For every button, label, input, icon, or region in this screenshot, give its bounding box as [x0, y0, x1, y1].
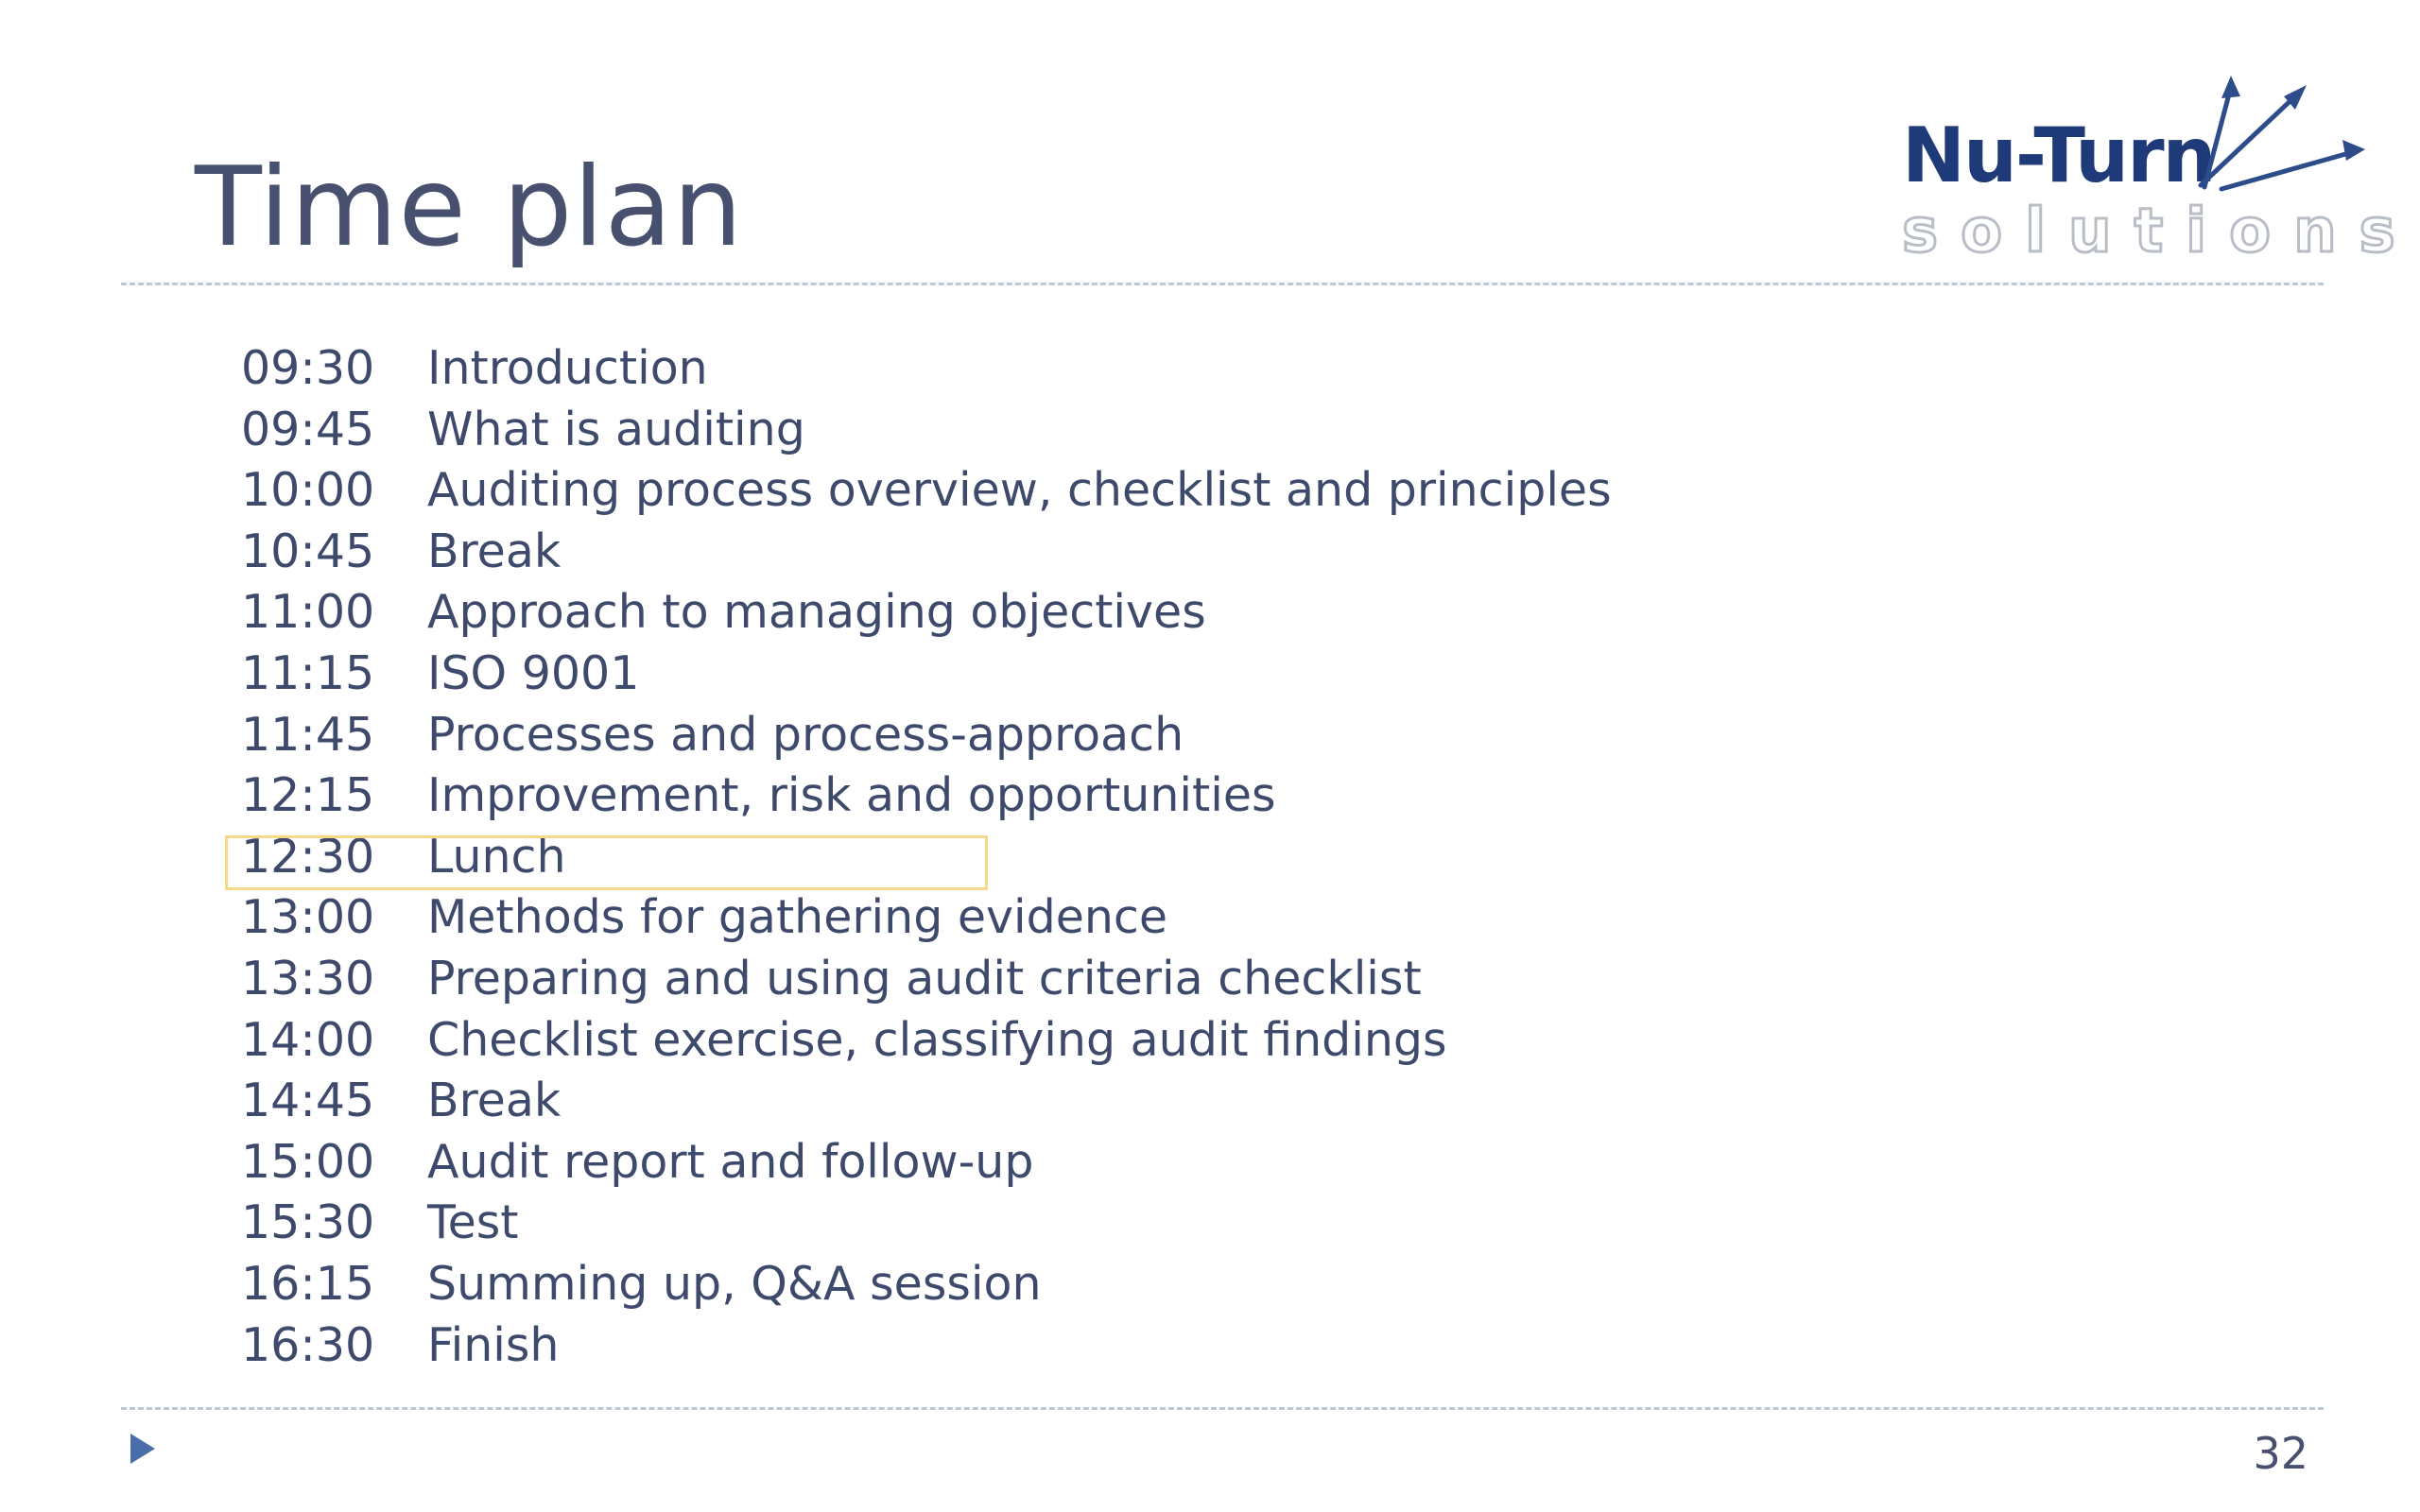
schedule-row: [0, 644, 2420, 705]
schedule-activity: Summing up, Q&A session: [427, 1256, 1042, 1311]
schedule-time: 12:30: [241, 829, 375, 884]
schedule-activity: Introduction: [427, 341, 708, 395]
schedule-activity: Approach to managing objectives: [427, 585, 1206, 640]
schedule-activity: Audit report and follow-up: [427, 1134, 1034, 1189]
schedule-row: [0, 400, 2420, 461]
schedule-time: 14:45: [241, 1074, 375, 1128]
schedule-activity: ISO 9001: [427, 645, 640, 700]
schedule-time: 12:15: [241, 768, 375, 823]
schedule-time: 09:30: [241, 341, 375, 395]
schedule-row: [0, 1010, 2420, 1072]
logo-main-text: Nu-Turn: [1902, 112, 2215, 199]
nu-turn-logo: [1891, 74, 2418, 266]
slide-title: Time plan: [195, 144, 744, 271]
schedule-activity: Processes and process-approach: [427, 707, 1184, 762]
schedule-activity: Improvement, risk and opportunities: [427, 768, 1276, 823]
schedule-activity: Break: [427, 1074, 562, 1128]
schedule-activity: Break: [427, 524, 562, 578]
schedule-row: [0, 949, 2420, 1010]
play-arrow-icon[interactable]: [129, 1432, 157, 1466]
lunch-highlight-box: [225, 835, 988, 890]
page-number: 32: [2253, 1428, 2308, 1479]
schedule-row: [0, 582, 2420, 644]
schedule-activity: What is auditing: [427, 402, 805, 456]
schedule-time: 10:00: [241, 463, 375, 518]
schedule-activity: Auditing process overview, checklist and principles: [427, 463, 1612, 518]
schedule-time: 11:15: [241, 645, 375, 700]
schedule-activity: Test: [427, 1195, 519, 1250]
schedule-activity: Checklist exercise, classifying audit findings: [427, 1012, 1447, 1067]
schedule-row: [0, 1193, 2420, 1254]
schedule-time: 14:00: [241, 1012, 375, 1067]
schedule-time: 10:45: [241, 524, 375, 578]
schedule-row: [0, 1132, 2420, 1194]
schedule-row: [0, 1315, 2420, 1377]
arrows-logo-icon: [2195, 74, 2365, 197]
schedule-time: 13:30: [241, 951, 375, 1005]
logo-sub-text: solutions: [1902, 197, 2418, 266]
schedule-row: [0, 765, 2420, 827]
schedule-row: [0, 338, 2420, 400]
schedule-row: [0, 887, 2420, 949]
schedule-row: [0, 1071, 2420, 1132]
schedule-row: [0, 1254, 2420, 1315]
schedule-activity: Methods for gathering evidence: [427, 890, 1168, 945]
schedule-time: 11:45: [241, 707, 375, 762]
schedule-activity: Preparing and using audit criteria checklist: [427, 951, 1422, 1005]
schedule-time: 11:00: [241, 585, 375, 640]
schedule-time: 15:30: [241, 1195, 375, 1250]
schedule-row: [0, 522, 2420, 583]
schedule-time: 09:45: [241, 402, 375, 456]
schedule-time: 13:00: [241, 890, 375, 945]
schedule-activity: Finish: [427, 1317, 560, 1372]
schedule-time: 16:15: [241, 1256, 375, 1311]
schedule-row: [0, 460, 2420, 522]
schedule-time: 16:30: [241, 1317, 375, 1372]
top-divider: [121, 283, 2324, 285]
schedule-row: [0, 705, 2420, 766]
schedule-time: 15:00: [241, 1134, 375, 1189]
schedule-activity: Lunch: [427, 829, 566, 884]
bottom-divider: [121, 1407, 2324, 1410]
